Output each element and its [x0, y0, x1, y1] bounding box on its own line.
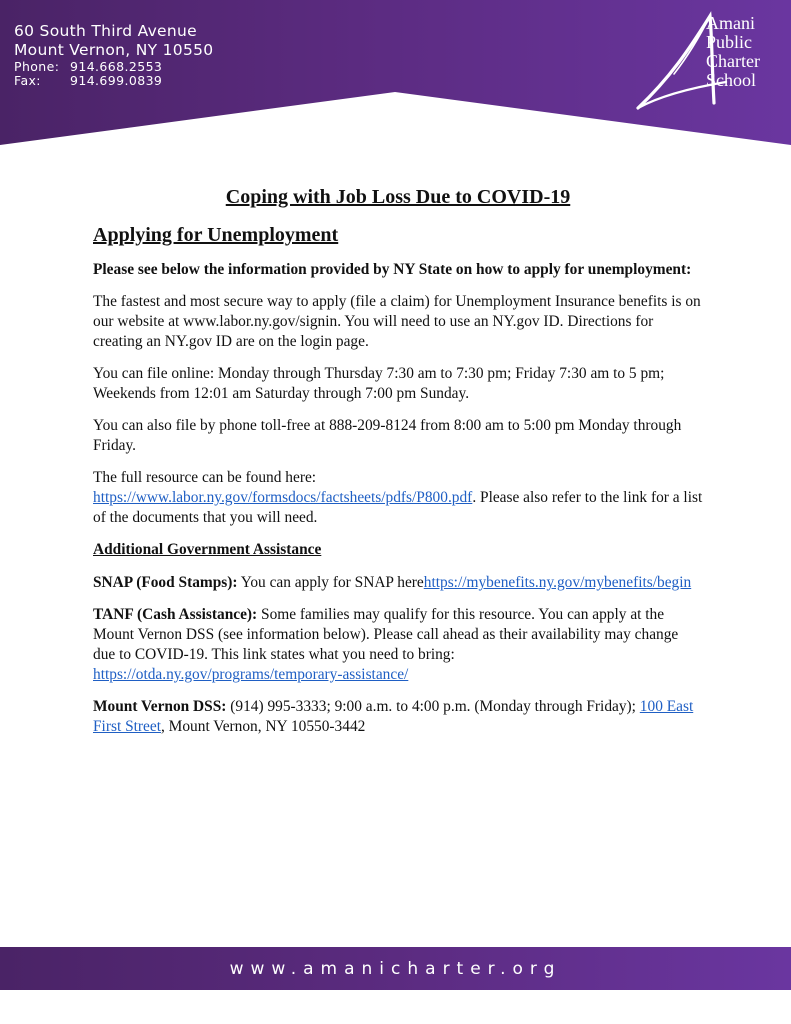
logo-line: Charter [706, 51, 760, 71]
section-heading-unemployment: Applying for Unemployment [93, 224, 339, 246]
document-body [93, 184, 703, 749]
phone-row [14, 61, 213, 74]
school-address-block [14, 24, 213, 87]
paragraph-full-resource [93, 468, 703, 528]
street-address: 60 South Third Avenue [14, 22, 197, 40]
tanf-label: TANF (Cash Assistance): [93, 606, 258, 623]
footer-banner [0, 947, 791, 990]
phone-label: Phone: [14, 59, 60, 74]
p800-pdf-link[interactable]: https://www.labor.ny.gov/formsdocs/factsheets/pdfs/P800.pdf [93, 489, 473, 506]
section-heading-assistance: Additional Government Assistance [93, 541, 322, 558]
logo-line: Public [706, 32, 753, 52]
fax-label: Fax: [14, 72, 41, 88]
fax-number: 914.699.0839 [70, 72, 163, 88]
paragraph-online-hours: You can file online: Monday through Thursday 7:30 am to 7:30 pm; Friday 7:30 am to 5 pm; Weekends from 12:01 am Saturday through 7:00 pm Sunday. [93, 365, 665, 402]
snap-label: SNAP (Food Stamps): [93, 574, 238, 591]
resource-prefix: The full resource can be found here: [93, 469, 317, 486]
fax-row [14, 72, 213, 88]
resource-suffix: . Please also refer to the link for a list of the documents that you will need. [93, 489, 703, 526]
tanf-text: Some families may qualify for this resource. You can apply at the Mount Vernon DSS (see information below). Please call ahead as their availability may change due to COVID-19. This link states what you need to bring: [93, 606, 679, 663]
dss-address-link[interactable]: 100 East First Street [93, 698, 694, 735]
intro-paragraph: Please see below the information provided by NY State on how to apply for unemployment: [93, 261, 692, 278]
snap-text: You can apply for SNAP here [237, 574, 424, 591]
logo-line: Amani [706, 13, 755, 33]
paragraph-dss [93, 697, 703, 737]
logo-line: School [706, 70, 757, 90]
paragraph-phone-filing: You can also file by phone toll-free at 888-209-8124 from 8:00 am to 5:00 pm Monday through Friday. [93, 417, 682, 454]
dss-suffix: , Mount Vernon, NY 10550-3442 [160, 718, 366, 735]
dss-label: Mount Vernon DSS: [93, 698, 227, 715]
page-title: Coping with Job Loss Due to COVID-19 [225, 186, 571, 208]
paragraph-apply-online: The fastest and most secure way to apply (file a claim) for Unemployment Insurance benefits is on our website at www.labor.ny.gov/signin. You will need to use an NY.gov ID. Directions for creating an NY.gov ID are on the login page. [93, 293, 701, 350]
paragraph-snap [93, 573, 703, 593]
tanf-link[interactable]: https://otda.ny.gov/programs/temporary-assistance/ [93, 666, 409, 683]
paragraph-tanf [93, 605, 703, 685]
phone-number: 914.668.2553 [70, 59, 163, 74]
dss-text: (914) 995-3333; 9:00 a.m. to 4:00 p.m. (Monday through Friday); [226, 698, 640, 715]
school-logo-wordmark [706, 14, 760, 90]
city-address: Mount Vernon, NY 10550 [14, 40, 214, 59]
school-website[interactable]: www.amanicharter.org [229, 958, 562, 979]
snap-link[interactable]: https://mybenefits.ny.gov/mybenefits/begin [423, 574, 692, 591]
